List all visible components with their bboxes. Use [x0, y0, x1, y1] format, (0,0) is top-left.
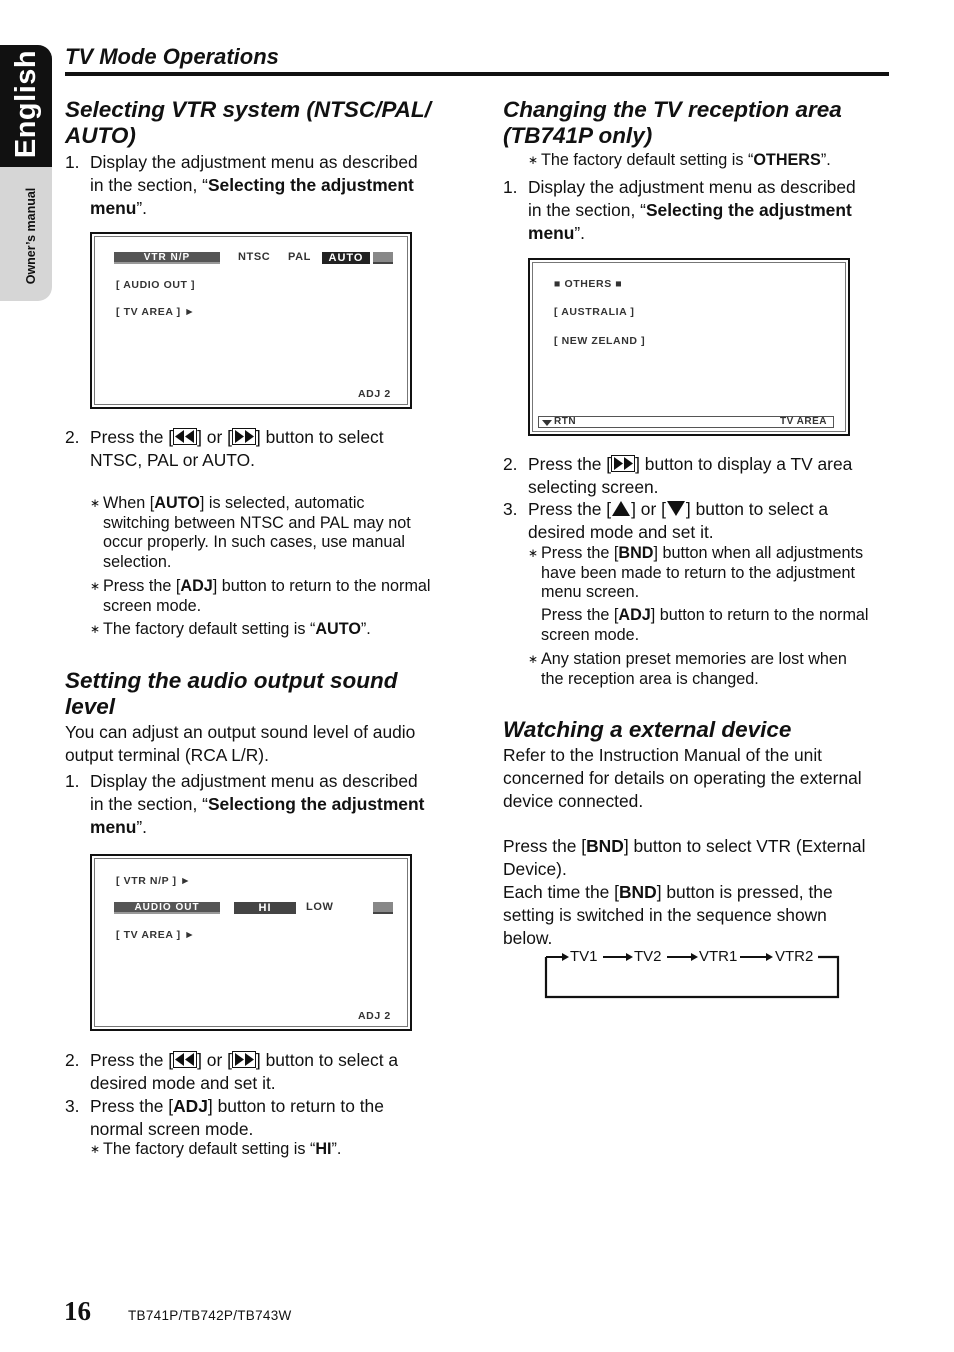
text-line — [528, 222, 856, 245]
text-line: screen mode. — [541, 625, 640, 644]
text-line: occur properly. In such cases, use manual — [103, 533, 406, 551]
note-text — [103, 494, 411, 572]
text-line — [528, 453, 852, 476]
down-triangle-icon — [666, 500, 686, 517]
sequence-item-tv1: TV1 — [570, 948, 598, 965]
text-run: The factory default setting is “ — [541, 151, 754, 169]
note-asterisk: ∗ — [528, 546, 539, 560]
text-line: below. — [503, 928, 553, 948]
text-run: ] button to select a — [255, 1050, 399, 1070]
note-text — [541, 650, 847, 689]
text-line — [541, 151, 831, 171]
text-run: ] or [ — [197, 1050, 232, 1070]
text-run: ”. — [136, 817, 148, 837]
section-title-line: (TB741P only) — [503, 123, 653, 148]
osd-vtr-bar: VTR N/P — [114, 252, 220, 264]
step-number: 1. — [65, 771, 80, 791]
text-line: normal screen mode. — [90, 1119, 254, 1139]
bold-run: menu — [528, 223, 575, 243]
text-line — [103, 577, 431, 597]
section-intro — [65, 721, 415, 767]
osd-audio-out-bar: AUDIO OUT — [114, 902, 220, 914]
text-run: ] is selected, automatic — [199, 494, 365, 512]
text-run: Press the [ — [503, 836, 587, 856]
text-line: screen mode. — [103, 596, 202, 615]
text-run: ”. — [820, 151, 831, 169]
text-line — [528, 199, 856, 222]
section-title-external-device: Watching a external device — [503, 717, 792, 742]
text-run: ] button when all adjustments — [653, 544, 864, 562]
text-run: ”. — [574, 223, 586, 243]
text-line: You can adjust an output sound level of audio — [65, 722, 416, 742]
osd-vtr-np: [ VTR N/P ] ► — [116, 875, 192, 887]
bold-run: ADJ — [173, 1096, 208, 1116]
section-title-tv-reception-area — [503, 97, 842, 149]
text-line — [103, 620, 371, 640]
note-asterisk: ∗ — [528, 153, 539, 167]
step-number: 3. — [503, 499, 518, 519]
note-asterisk: ∗ — [90, 579, 101, 593]
step-number: 2. — [65, 1050, 80, 1070]
page-number: 16 — [64, 1296, 91, 1326]
text-line: have been made to return to the adjustment — [541, 563, 856, 582]
osd-adj-label: ADJ 2 — [358, 388, 391, 400]
text-line — [103, 494, 411, 514]
text-line: Refer to the Instruction Manual of the unit — [503, 745, 823, 765]
text-line: Display the adjustment menu as described — [90, 771, 418, 791]
note-text — [103, 577, 431, 616]
text-line: Device). — [503, 859, 567, 879]
step-text — [90, 1095, 384, 1141]
bold-run: BND — [618, 544, 654, 562]
text-line: Any station preset memories are lost when — [541, 650, 847, 668]
text-run: The factory default setting is “ — [103, 1140, 316, 1158]
step-number: 2. — [503, 454, 518, 474]
text-line: selection. — [103, 552, 172, 571]
text-run: ] button is pressed, the — [656, 882, 833, 902]
up-triangle-icon — [611, 500, 631, 517]
section-title-vtr-system — [65, 97, 431, 149]
step-number: 2. — [65, 427, 80, 447]
bold-run: Selectiong the adjustment — [207, 794, 425, 814]
text-run: ”. — [331, 1140, 342, 1158]
text-line — [90, 174, 418, 197]
text-line — [90, 816, 424, 839]
note-asterisk: ∗ — [90, 622, 101, 636]
text-run: Press the [ — [90, 1096, 174, 1116]
bold-run: AUTO — [154, 494, 200, 512]
step-text — [528, 498, 828, 544]
bold-run: AUTO — [315, 620, 361, 638]
step-text — [90, 1049, 398, 1095]
text-run: The factory default setting is “ — [103, 620, 316, 638]
text-line — [528, 498, 828, 521]
section-title-line: AUTO) — [65, 123, 136, 148]
text-run: ”. — [360, 620, 371, 638]
bold-run: ADJ — [618, 606, 651, 624]
osd-new-zeland: [ NEW ZELAND ] — [554, 335, 646, 347]
text-line: Display the adjustment menu as described — [528, 177, 856, 197]
step-text — [528, 453, 852, 499]
sequence-diagram — [544, 946, 842, 1000]
text-run: Press the [ — [541, 544, 619, 562]
double-right-arrow-icon — [232, 1051, 256, 1068]
text-line: selecting screen. — [528, 477, 659, 497]
osd-australia: [ AUSTRALIA ] — [554, 306, 635, 318]
bold-run: menu — [90, 198, 137, 218]
model-numbers: TB741P/TB742P/TB743W — [128, 1308, 292, 1323]
text-line: setting is switched in the sequence shown — [503, 905, 827, 925]
text-line — [90, 793, 424, 816]
text-run: ] or [ — [631, 499, 666, 519]
osd-rtn-bar — [538, 416, 834, 428]
text-run: ] button to return to the — [207, 1096, 384, 1116]
text-run: Press the [ — [541, 606, 619, 624]
text-run: Press the [ — [528, 499, 612, 519]
text-run: Press the [ — [103, 577, 181, 595]
step-number: 1. — [65, 152, 80, 172]
text-line — [103, 1140, 341, 1160]
step-text — [90, 426, 384, 472]
text-line: menu screen. — [541, 583, 640, 601]
paragraph — [503, 835, 865, 950]
text-run: ] button to return to the normal — [212, 577, 431, 595]
note-text — [541, 606, 869, 645]
text-run: ] or [ — [197, 427, 232, 447]
step-number: 3. — [65, 1096, 80, 1116]
text-run: Press the [ — [90, 427, 174, 447]
text-line — [503, 835, 865, 858]
bold-run: BND — [586, 836, 624, 856]
text-run: When [ — [103, 494, 155, 512]
text-run: in the section, “ — [90, 794, 208, 814]
bold-run: OTHERS — [753, 151, 821, 169]
osd-adj-label: ADJ 2 — [358, 1010, 391, 1022]
text-line — [503, 881, 865, 904]
text-line: NTSC, PAL or AUTO. — [90, 450, 255, 470]
step-number: 1. — [503, 177, 518, 197]
text-run: ] button to select VTR (External — [623, 836, 866, 856]
osd-tv-area: [ TV AREA ] ► — [116, 929, 196, 941]
note-asterisk: ∗ — [90, 496, 101, 510]
note-asterisk: ∗ — [90, 1142, 101, 1156]
note-text — [103, 1140, 341, 1160]
double-right-arrow-icon — [232, 428, 256, 445]
osd-auto-selected: AUTO — [322, 252, 370, 264]
text-run: Each time the [ — [503, 882, 619, 902]
osd-tv-area-label: TV AREA — [779, 416, 827, 427]
section-title-line: Setting the audio output sound — [65, 668, 398, 693]
bold-run: Selecting the adjustment — [645, 200, 852, 220]
osd-ntsc: NTSC — [238, 251, 271, 263]
text-run: in the section, “ — [528, 200, 646, 220]
osd-scroll-block — [373, 252, 393, 264]
section-title-line: Selecting VTR system (NTSC/PAL/ — [65, 97, 431, 122]
sequence-item-vtr1: VTR1 — [699, 948, 738, 965]
osd-pal: PAL — [288, 251, 311, 263]
text-run: in the section, “ — [90, 175, 208, 195]
text-line: the reception area is changed. — [541, 669, 759, 688]
down-triangle-icon — [541, 419, 553, 427]
text-run: ] button to select — [255, 427, 384, 447]
osd-screen-vtr — [90, 232, 412, 409]
text-line — [90, 1095, 384, 1118]
note-text — [103, 620, 371, 640]
osd-hi-selected: HI — [234, 902, 296, 914]
double-left-arrow-icon — [173, 1051, 197, 1068]
bold-run: BND — [619, 882, 657, 902]
sequence-item-vtr2: VTR2 — [775, 948, 814, 965]
text-run: Press the [ — [528, 454, 612, 474]
header-rule — [65, 72, 889, 76]
text-line: switching between NTSC and PAL may not — [103, 513, 411, 532]
osd-scroll-block — [373, 902, 393, 914]
osd-low: LOW — [306, 901, 334, 913]
side-tab-language: English — [9, 49, 42, 159]
bold-run: HI — [315, 1140, 332, 1158]
step-text — [528, 176, 856, 245]
double-right-arrow-icon — [611, 455, 635, 472]
page-title: TV Mode Operations — [65, 44, 279, 69]
note-text — [541, 544, 863, 603]
text-line — [541, 606, 869, 626]
text-line: desired mode and set it. — [528, 522, 714, 542]
text-line — [90, 1049, 398, 1072]
section-title-line: Changing the TV reception area — [503, 97, 842, 122]
osd-others: ■ OTHERS ■ — [554, 278, 623, 290]
osd-screen-audio — [90, 854, 412, 1031]
osd-audio-out: [ AUDIO OUT ] — [116, 279, 196, 291]
text-run: ] button to return to the normal — [650, 606, 869, 624]
text-run: ] button to select a — [685, 499, 829, 519]
osd-rtn-label: RTN — [554, 416, 577, 427]
osd-tv-area: [ TV AREA ] ► — [116, 306, 196, 318]
section-title-audio-output — [65, 668, 397, 720]
bold-run: menu — [90, 817, 137, 837]
text-line: concerned for details on operating the external — [503, 768, 862, 788]
text-run: ”. — [136, 198, 148, 218]
text-run: Press the [ — [90, 1050, 174, 1070]
text-line: desired mode and set it. — [90, 1073, 276, 1093]
text-line — [90, 197, 418, 220]
sequence-item-tv2: TV2 — [634, 948, 662, 965]
step-text — [90, 770, 424, 839]
osd-screen-tv-area — [528, 258, 850, 436]
note-asterisk: ∗ — [528, 652, 539, 666]
text-line — [541, 544, 863, 564]
text-line: Display the adjustment menu as described — [90, 152, 418, 172]
bold-run: Selecting the adjustment — [207, 175, 414, 195]
note-text — [541, 151, 831, 171]
paragraph — [503, 744, 862, 813]
text-run: ] button to display a TV area — [635, 454, 853, 474]
text-line: output terminal (RCA L/R). — [65, 745, 269, 765]
double-left-arrow-icon — [173, 428, 197, 445]
text-line: device connected. — [503, 791, 644, 811]
text-line — [90, 426, 384, 449]
section-title-line: level — [65, 694, 116, 719]
step-text — [90, 151, 418, 220]
bold-run: ADJ — [180, 577, 213, 595]
side-tab-manual-label: Owner’s manual — [24, 187, 38, 285]
